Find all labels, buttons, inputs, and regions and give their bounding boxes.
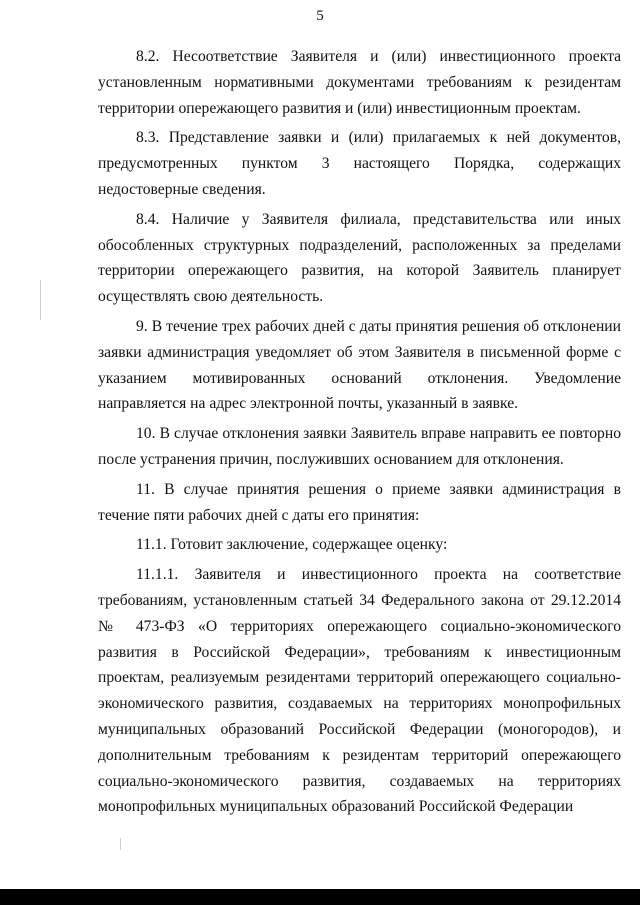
paragraph-9: 9. В течение трех рабочих дней с даты принятия решения об отклонении заявки администрация уведомляет об этом Заявителя в письменной форме с указанием мотивированных оснований отклонения. Уведомление направляется на адрес электронной почты, указанный в заявке. (98, 317, 621, 413)
paragraph-8-2: 8.2. Несоответствие Заявителя и (или) инвестиционного проекта установленным нормативными документами требованиям к резидентам территории опережающего развития и (или) инвестиционным проектам. (98, 48, 621, 117)
scan-artifact (40, 280, 41, 320)
scan-border-bar (0, 889, 640, 905)
scan-artifact (120, 838, 121, 850)
paragraph-11-1-1: 11.1.1. Заявителя и инвестиционного проекта на соответствие требованиям, установленным статьей 34 Федерального закона от 29.12.2014 № 473-ФЗ «О территориях опережающего социально-экономического развития в Российской Федерации», требованиям к инвестиционным проектам, реализуемым резидентами территорий опережающего социально-экономического развития, создаваемых на территориях монопрофильных муниципальных образований Российской Федерации (моногородов), и дополнительным требованиям к резидентам территорий опережающего социально-экономического развития, создаваемых на территориях монопрофильных муниципальных образований Российской Федерации (98, 566, 621, 816)
paragraph-8-4: 8.4. Наличие у Заявителя филиала, представительства или иных обособленных структурных подразделений, расположенных за пределами территории опережающего развития, на которой Заявитель планирует осуществлять свою деятельность. (98, 210, 621, 306)
page-number: 5 (316, 8, 324, 24)
paragraph-11-1: 11.1. Готовит заключение, содержащее оценку: (136, 536, 448, 554)
paragraph-8-3: 8.3. Представление заявки и (или) прилагаемых к ней документов, предусмотренных пунктом 3 настоящего Порядка, содержащих недостоверные сведения. (98, 129, 621, 198)
document-body (98, 44, 621, 820)
paragraph-11: 11. В случае принятия решения о приеме заявки администрация в течение пяти рабочих дней с даты его принятия: (98, 480, 621, 524)
paragraph-10: 10. В случае отклонения заявки Заявитель вправе направить ее повторно после устранения причин, послуживших основанием для отклонения. (98, 425, 621, 468)
